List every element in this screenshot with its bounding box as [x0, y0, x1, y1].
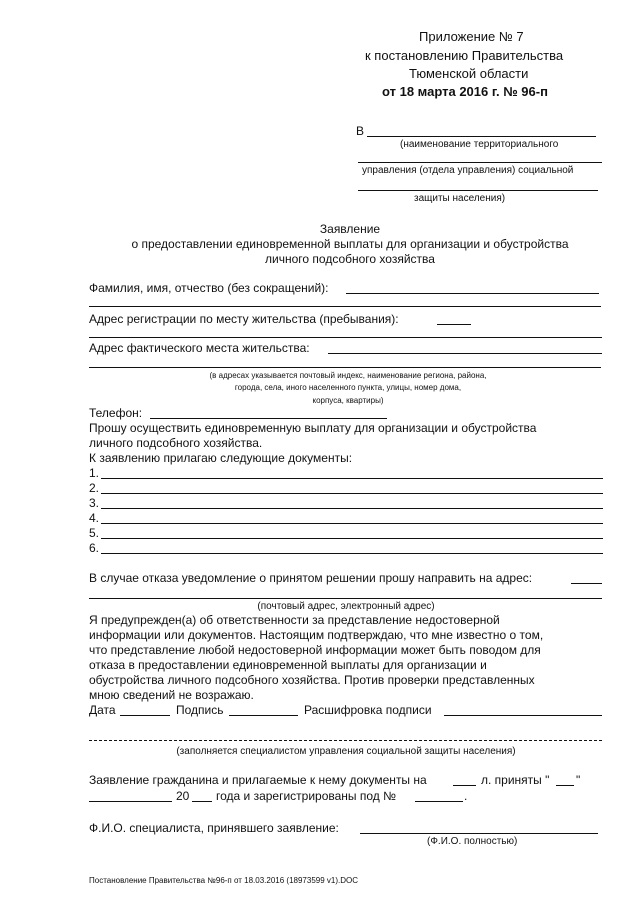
fact-address-input[interactable] [328, 353, 602, 354]
refusal-input-2[interactable] [89, 598, 602, 599]
accepted-label-a: Заявление гражданина и прилагаемые к нему документы на [89, 773, 427, 787]
fact-address-input-2[interactable] [89, 367, 601, 368]
doc-input-4[interactable] [101, 523, 603, 524]
doc-input-3[interactable] [101, 508, 603, 509]
doc-number-3: 3. [89, 496, 100, 510]
addressee-prefix: В [356, 124, 365, 138]
warning-line-5: обустройства личного подсобного хозяйства. Против проверки представленных [89, 673, 535, 687]
doc-input-1[interactable] [101, 478, 603, 479]
doc-input-5[interactable] [101, 538, 603, 539]
fio-label: Фамилия, имя, отчество (без сокращений): [89, 281, 329, 295]
warning-line-2: информации или документов. Настоящим подтверждаю, что мне известно о том, [89, 628, 544, 642]
appendix-region: Тюменской области [409, 66, 529, 81]
warning-line-1: Я предупрежден(а) об ответственности за представление недостоверной [89, 613, 500, 627]
sheets-count-input[interactable] [453, 785, 476, 786]
warning-line-6: мною сведений не возражаю. [89, 688, 254, 702]
sign-label: Подпись [176, 703, 224, 717]
appendix-number: Приложение № 7 [419, 29, 524, 44]
title-line-3: личного подсобного хозяйства [265, 252, 435, 266]
fio-input[interactable] [346, 293, 599, 294]
warning-line-4: отказа в предоставлении единовременной выплаты для организации и [89, 658, 487, 672]
docs-intro: К заявлению прилагаю следующие документы: [89, 451, 353, 465]
accepted-label-b: л. приняты " [481, 773, 550, 787]
specialist-hint: (заполняется специалистом управления социальной защиты населения) [176, 746, 516, 757]
addressee-hint-3: защиты населения) [414, 193, 506, 204]
doc-number-5: 5. [89, 526, 100, 540]
year-prefix: 20 [176, 789, 190, 803]
reg-number-input[interactable] [415, 801, 463, 802]
fact-address-label: Адрес фактического места жительства: [89, 341, 310, 355]
reg-address-label: Адрес регистрации по месту жительства (пребывания): [89, 312, 399, 326]
day-input[interactable] [556, 785, 574, 786]
addressee-line-3[interactable] [358, 190, 598, 191]
registered-dot: . [464, 789, 468, 803]
addressee-line-1[interactable] [367, 136, 596, 137]
addressee-line-2[interactable] [358, 162, 602, 163]
title-line-2: о предоставлении единовременной выплаты для организации и обустройства [131, 237, 569, 251]
doc-number-6: 6. [89, 541, 100, 555]
decode-input[interactable] [444, 715, 602, 716]
specialist-fio-hint: (Ф.И.О. полностью) [427, 836, 518, 847]
date-input[interactable] [120, 715, 170, 716]
address-hint-2: города, села, иного населенного пункта, улицы, номер дома, [234, 383, 462, 392]
decode-label: Расшифровка подписи [304, 703, 432, 717]
specialist-fio-input[interactable] [360, 833, 598, 834]
doc-number-1: 1. [89, 466, 100, 480]
warning-line-3: что представление любой недостоверной информации может быть поводом для [89, 643, 541, 657]
file-footer: Постановление Правительства №96-п от 18.03.2016 (18973599 v1).DOC [89, 876, 359, 885]
fio-input-2[interactable] [89, 306, 601, 307]
registered-label: года и зарегистрированы под № [216, 789, 397, 803]
refusal-hint: (почтовый адрес, электронный адрес) [257, 601, 435, 612]
separator-line [89, 740, 602, 741]
addressee-hint-2: управления (отдела управления) социальной [362, 165, 574, 176]
date-label: Дата [89, 703, 116, 717]
accepted-label-c: " [576, 773, 581, 787]
request-line-1: Прошу осуществить единовременную выплату для организации и обустройства [89, 421, 537, 435]
appendix-date: от 18 марта 2016 г. № 96-п [382, 84, 548, 99]
addressee-hint-1: (наименование территориального [400, 139, 559, 150]
refusal-input[interactable] [571, 583, 602, 584]
reg-address-input-2[interactable] [89, 337, 602, 338]
appendix-resolution: к постановлению Правительства [365, 48, 564, 63]
reg-address-input[interactable] [437, 324, 471, 325]
doc-number-4: 4. [89, 511, 100, 525]
request-line-2: личного подсобного хозяйства. [89, 436, 263, 450]
title-line-1: Заявление [319, 222, 381, 236]
year-input[interactable] [192, 801, 212, 802]
doc-number-2: 2. [89, 481, 100, 495]
phone-label: Телефон: [89, 406, 143, 420]
phone-input[interactable] [150, 418, 387, 419]
month-input[interactable] [89, 801, 172, 802]
address-hint-1: (в адресах указывается почтовый индекс, наименование региона, района, [209, 371, 487, 380]
specialist-fio-label: Ф.И.О. специалиста, принявшего заявление: [89, 821, 339, 835]
refusal-label: В случае отказа уведомление о принятом решении прошу направить на адрес: [89, 571, 533, 585]
doc-input-6[interactable] [101, 553, 603, 554]
address-hint-3: корпуса, квартиры) [312, 396, 384, 405]
sign-input[interactable] [229, 715, 298, 716]
doc-input-2[interactable] [101, 493, 603, 494]
